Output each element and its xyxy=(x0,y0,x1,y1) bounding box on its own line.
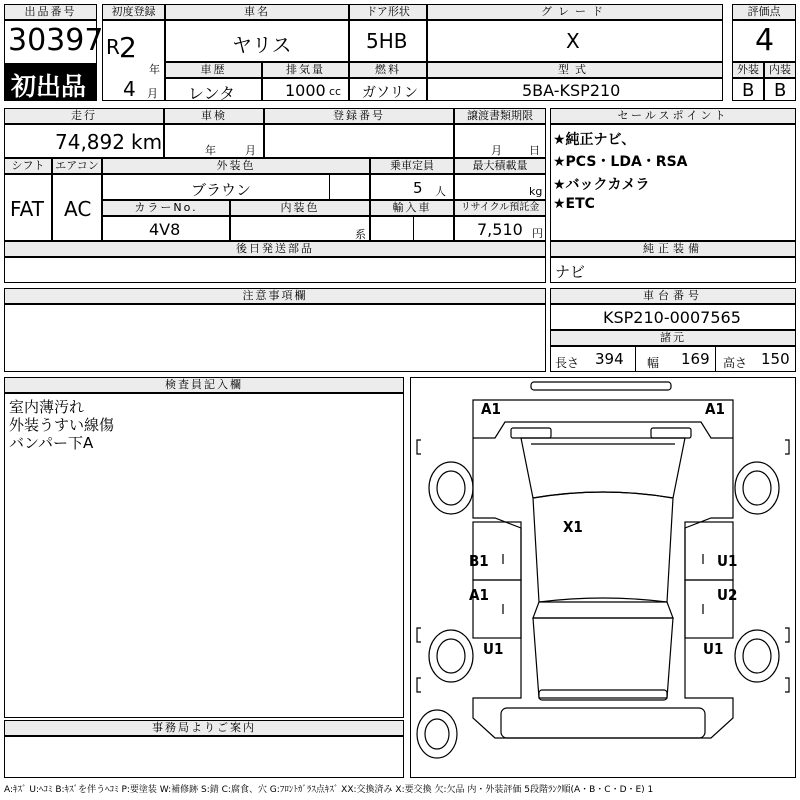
import-box xyxy=(370,216,454,241)
shift-box xyxy=(4,174,52,241)
grade-label: グレード xyxy=(427,4,723,20)
displacement-label: 排気量 xyxy=(262,62,349,78)
recycle-label: リサイクル預託金 xyxy=(454,200,546,216)
color-no-value: 4V8 xyxy=(149,220,181,239)
registration-label: 登録番号 xyxy=(264,108,454,124)
car-diagram-box xyxy=(410,377,796,778)
interior-grade-box xyxy=(764,78,796,101)
transfer-day-unit: 日 xyxy=(529,144,540,157)
capacity-label: 乗車定員 xyxy=(370,158,454,174)
model-value: 5BA-KSP210 xyxy=(522,81,621,100)
mileage-unit: km xyxy=(131,130,163,154)
damage-right-front-door: U1 xyxy=(717,552,738,570)
car-name-label: 車名 xyxy=(165,4,349,20)
first-reg-year-unit: 年 xyxy=(149,63,160,76)
first-reg-month-unit: 月 xyxy=(147,87,158,100)
car-diagram xyxy=(411,378,795,777)
door-type: 5HB xyxy=(366,29,408,53)
recycle-unit: 円 xyxy=(532,227,543,240)
office-label: 事務局よりご案内 xyxy=(4,720,404,736)
mileage-value: 74,892 xyxy=(55,130,125,154)
damage-left-rear: U1 xyxy=(483,640,504,658)
load-label: 最大積載量 xyxy=(454,158,546,174)
sales-point-2: ★PCS・LDA・RSA xyxy=(553,154,688,170)
damage-right-rear: U1 xyxy=(703,640,724,658)
interior-color-unit: 系 xyxy=(355,228,366,241)
exterior-grade: B xyxy=(742,80,755,101)
first-listing-badge xyxy=(4,64,97,101)
fuel-label: 燃料 xyxy=(349,62,427,78)
notes-label: 注意事項欄 xyxy=(4,288,546,304)
capacity-unit: 人 xyxy=(435,185,446,198)
length-label: 長さ xyxy=(555,356,580,370)
shift-value: FAT xyxy=(10,197,45,221)
first-reg-era: R xyxy=(106,35,120,59)
later-parts-box xyxy=(4,257,546,283)
damage-right-rear-door: U2 xyxy=(717,586,738,604)
inspection-month-unit: 月 xyxy=(245,144,256,157)
fuel-box xyxy=(349,78,427,101)
door-box xyxy=(349,20,427,62)
transfer-month-unit: 月 xyxy=(491,144,502,157)
inspection-year-unit: 年 xyxy=(205,144,216,157)
chassis-label: 車台番号 xyxy=(550,288,796,304)
recycle-value: 7,510 xyxy=(477,220,523,239)
lot-number-box xyxy=(4,20,104,64)
color-value: ブラウン xyxy=(191,181,252,199)
width-value: 169 xyxy=(681,350,710,368)
fuel-value: ガソリン xyxy=(362,85,418,101)
color-no-label: カラーNo. xyxy=(102,200,230,216)
sales-points-label: セールスポイント xyxy=(550,108,796,124)
color-box xyxy=(102,174,370,200)
history-value: レンタ xyxy=(188,84,235,103)
aircon-value: AC xyxy=(64,197,92,221)
transfer-label: 譲渡書類期限 xyxy=(454,108,546,124)
interior-color-box xyxy=(230,216,370,241)
dims-box xyxy=(550,346,796,372)
shift-label: シフト xyxy=(4,158,52,174)
car-name: ヤリス xyxy=(232,33,292,57)
interior-color-label: 内装色 xyxy=(230,200,370,216)
damage-left-rear-door: A1 xyxy=(469,586,489,604)
inspection-box xyxy=(164,124,264,158)
grade-box xyxy=(427,20,723,62)
score-box xyxy=(732,20,796,62)
sales-point-1: ★純正ナビ、 xyxy=(553,132,636,148)
aircon-box xyxy=(52,174,102,241)
sales-point-4: ★ETC xyxy=(553,196,595,212)
legend-text: A:ｷｽﾞ U:ﾍｺﾐ B:ｷｽﾞを伴うﾍｺﾐ P:要塗装 W:補修跡 S:錆 C:腐食、穴 G:ﾌﾛﾝﾄｶﾞﾗｽ点ｷｽﾞ XX:交換済み X:要交換 欠:欠品 内・外装評価 5段階ﾗﾝｸ順(A・B・C・D・E) 1 xyxy=(4,785,654,795)
load-box xyxy=(454,174,546,200)
score-value: 4 xyxy=(755,23,775,58)
genuine-equip-label: 純正装備 xyxy=(550,241,796,257)
transfer-box xyxy=(454,124,546,158)
damage-left-front-door: B1 xyxy=(469,552,489,570)
aircon-label: エアコン xyxy=(52,158,102,174)
inspector-line-1: 室内薄汚れ xyxy=(9,398,85,416)
color-no-box xyxy=(102,216,230,241)
height-value: 150 xyxy=(761,350,790,368)
inspector-line-3: バンパー下A xyxy=(9,434,94,452)
damage-roof: X1 xyxy=(563,518,583,536)
load-unit: kg xyxy=(529,185,543,198)
car-name-box xyxy=(165,20,349,62)
sales-points-box xyxy=(550,124,796,241)
displacement-unit: cc xyxy=(329,85,342,98)
capacity-value: 5 xyxy=(413,179,423,197)
exterior-grade-label: 外装 xyxy=(732,62,764,78)
recycle-box xyxy=(454,216,546,241)
inspector-line-2: 外装うすい線傷 xyxy=(9,416,115,434)
first-listing-text: 初出品 xyxy=(11,72,87,101)
first-reg-label: 初度登録 xyxy=(102,4,165,20)
dims-label: 諸元 xyxy=(550,330,796,346)
lot-number: 30397 xyxy=(8,23,104,58)
chassis-box xyxy=(550,304,796,330)
model-box xyxy=(427,78,723,101)
inspector-label: 検査員記入欄 xyxy=(4,377,404,393)
door-label: ドア形状 xyxy=(349,4,427,20)
first-reg-box xyxy=(102,20,165,101)
chassis-value: KSP210-0007565 xyxy=(603,308,741,327)
damage-front-left: A1 xyxy=(481,400,501,418)
displacement-box xyxy=(262,78,349,101)
history-label: 車歴 xyxy=(165,62,262,78)
later-parts-label: 後日発送部品 xyxy=(4,241,546,257)
mileage-label: 走行 xyxy=(4,108,164,124)
import-label: 輸入車 xyxy=(370,200,454,216)
displacement-value: 1000 xyxy=(285,81,326,100)
lot-label: 出品番号 xyxy=(4,4,97,20)
score-label: 評価点 xyxy=(732,4,796,20)
width-label: 幅 xyxy=(647,356,660,370)
damage-front-right: A1 xyxy=(705,400,725,418)
length-value: 394 xyxy=(595,350,624,368)
height-label: 高さ xyxy=(723,356,748,370)
exterior-grade-box xyxy=(732,78,764,101)
inspection-label: 車検 xyxy=(164,108,264,124)
capacity-box xyxy=(370,174,454,200)
color-label: 外装色 xyxy=(102,158,370,174)
first-reg-year: 2 xyxy=(119,31,137,64)
inspector-box xyxy=(4,393,404,718)
office-box xyxy=(4,736,404,778)
interior-grade: B xyxy=(774,80,787,101)
mileage-box xyxy=(4,124,164,158)
grade-value: X xyxy=(566,29,580,53)
registration-box xyxy=(264,124,454,158)
notes-box xyxy=(4,304,546,372)
genuine-equip-box xyxy=(550,257,796,283)
model-label: 型式 xyxy=(427,62,723,78)
history-box xyxy=(165,78,262,101)
genuine-equip-value: ナビ xyxy=(555,263,586,281)
sales-point-3: ★バックカメラ xyxy=(553,177,650,193)
first-reg-month: 4 xyxy=(123,77,136,101)
interior-grade-label: 内装 xyxy=(764,62,796,78)
